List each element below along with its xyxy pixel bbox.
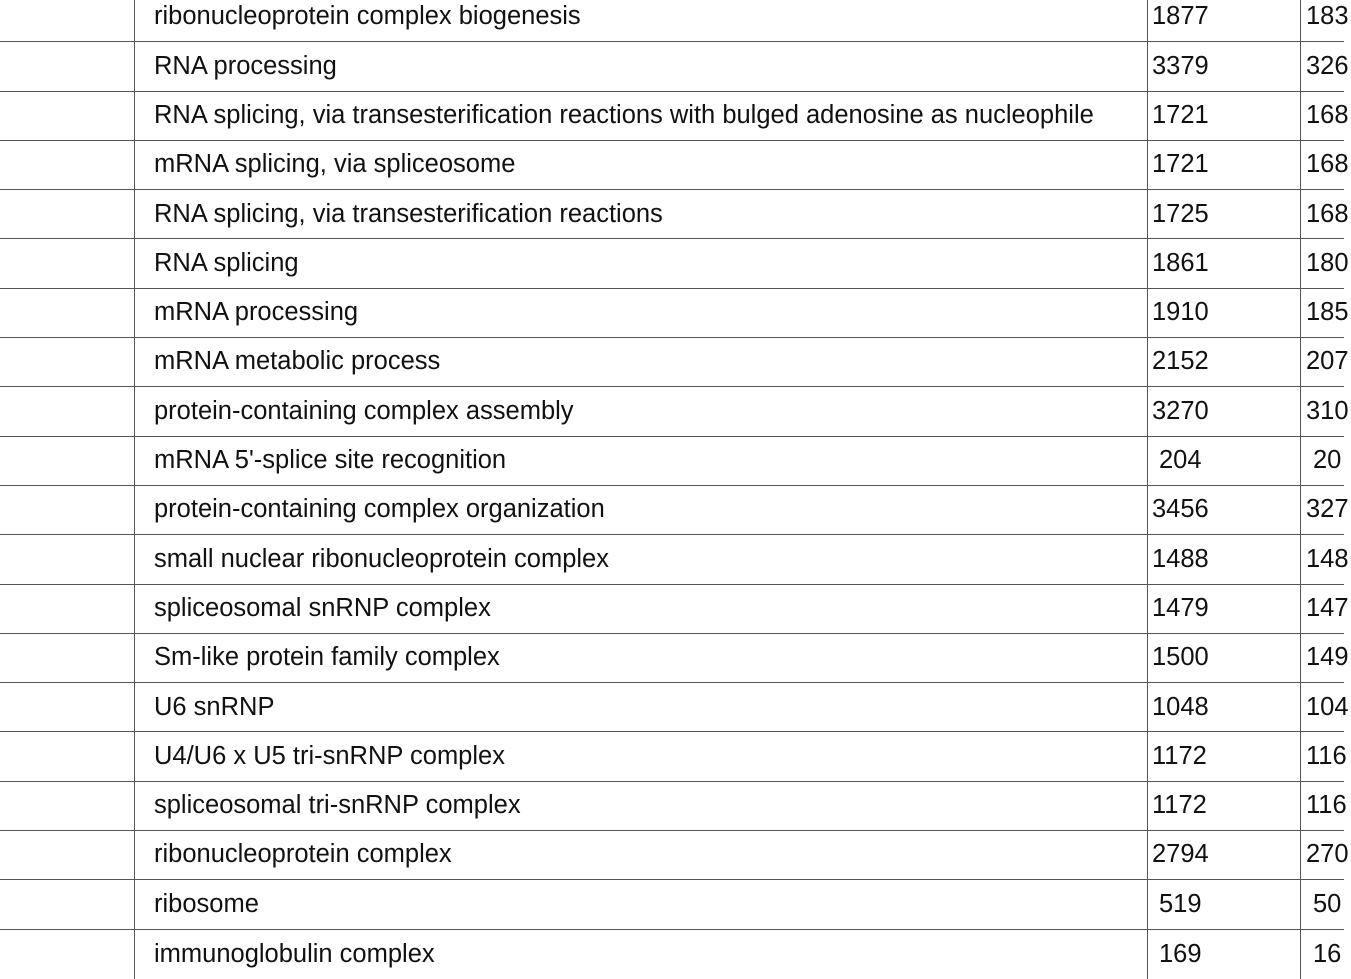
count-cell[interactable]: 1488 <box>1152 544 1209 573</box>
table-row <box>0 634 1349 683</box>
table-row <box>0 831 1349 880</box>
go-term-cell[interactable]: protein-containing complex organization <box>154 495 605 524</box>
column-divider <box>1147 42 1148 90</box>
table-row <box>0 486 1349 535</box>
column-divider <box>1147 338 1148 386</box>
count-cell-secondary[interactable]: 185 <box>1306 298 1349 327</box>
column-divider <box>134 42 135 90</box>
table-row <box>0 0 1349 42</box>
column-divider <box>1300 732 1301 780</box>
column-divider <box>1147 782 1148 830</box>
count-cell[interactable]: 1861 <box>1152 248 1209 277</box>
column-divider <box>1147 387 1148 435</box>
column-divider <box>1147 683 1148 731</box>
count-cell[interactable]: 1721 <box>1152 100 1209 129</box>
go-term-cell[interactable]: mRNA 5'-splice site recognition <box>154 446 507 475</box>
column-divider <box>1147 437 1148 485</box>
column-divider <box>1300 782 1301 830</box>
go-term-cell[interactable]: protein-containing complex assembly <box>154 396 574 425</box>
table-row <box>0 289 1349 338</box>
go-term-cell[interactable]: mRNA splicing, via spliceosome <box>154 150 516 179</box>
column-divider <box>134 683 135 731</box>
go-term-cell[interactable]: RNA splicing, via transesterification reactions with bulged adenosine as nucleophile <box>154 100 1094 129</box>
count-cell-secondary[interactable]: 148 <box>1306 544 1349 573</box>
column-divider <box>1147 486 1148 534</box>
count-cell[interactable]: 1172 <box>1152 741 1207 770</box>
count-cell[interactable]: 204 <box>1159 446 1202 475</box>
count-cell-secondary[interactable]: 168 <box>1306 150 1349 179</box>
count-cell[interactable]: 1910 <box>1152 298 1209 327</box>
table-row <box>0 782 1347 831</box>
count-cell-secondary[interactable]: 270 <box>1306 840 1349 869</box>
count-cell-secondary[interactable]: 50 <box>1313 889 1342 918</box>
column-divider <box>1300 535 1301 583</box>
go-term-cell[interactable]: RNA splicing, via transesterification reactions <box>154 199 663 228</box>
column-divider <box>1300 239 1301 287</box>
go-term-cell[interactable]: RNA processing <box>154 51 337 80</box>
go-term-cell[interactable]: U6 snRNP <box>154 692 275 721</box>
column-divider <box>1300 387 1301 435</box>
column-divider <box>1147 239 1148 287</box>
count-cell-secondary[interactable]: 104 <box>1306 692 1349 721</box>
column-divider <box>134 782 135 830</box>
go-term-cell[interactable]: ribonucleoprotein complex biogenesis <box>154 2 581 31</box>
column-divider <box>134 289 135 337</box>
count-cell-secondary[interactable]: 168 <box>1306 199 1349 228</box>
column-divider <box>134 634 135 682</box>
count-cell-secondary[interactable]: 168 <box>1306 100 1349 129</box>
table-row <box>0 683 1349 732</box>
table-row <box>0 585 1349 634</box>
go-term-cell[interactable]: Sm-like protein family complex <box>154 643 500 672</box>
column-divider <box>134 141 135 189</box>
table-row <box>0 42 1349 91</box>
count-cell[interactable]: 2152 <box>1152 347 1209 376</box>
column-divider <box>134 0 135 41</box>
column-divider <box>134 387 135 435</box>
column-divider <box>134 831 135 879</box>
count-cell[interactable]: 2794 <box>1152 840 1209 869</box>
count-cell-secondary[interactable]: 207 <box>1306 347 1349 376</box>
column-divider <box>1147 930 1148 979</box>
column-divider <box>134 338 135 386</box>
column-divider <box>1300 141 1301 189</box>
go-term-cell[interactable]: ribonucleoprotein complex <box>154 840 452 869</box>
count-cell[interactable]: 1172 <box>1152 791 1207 820</box>
column-divider <box>1147 289 1148 337</box>
count-cell[interactable]: 3379 <box>1152 51 1209 80</box>
column-divider <box>1300 338 1301 386</box>
column-divider <box>1147 141 1148 189</box>
go-term-cell[interactable]: mRNA processing <box>154 298 359 327</box>
column-divider <box>1147 880 1148 928</box>
count-cell[interactable]: 1479 <box>1152 593 1209 622</box>
go-term-cell[interactable]: spliceosomal snRNP complex <box>154 593 491 622</box>
column-divider <box>1300 831 1301 879</box>
count-cell-secondary[interactable]: 116 <box>1306 741 1347 770</box>
column-divider <box>134 190 135 238</box>
count-cell-secondary[interactable]: 149 <box>1306 643 1349 672</box>
go-term-cell[interactable]: ribosome <box>154 889 259 918</box>
table-row <box>0 239 1349 288</box>
column-divider <box>134 880 135 928</box>
column-divider <box>1300 585 1301 633</box>
column-divider <box>1300 190 1301 238</box>
table-row <box>0 92 1349 141</box>
count-cell[interactable]: 1725 <box>1152 199 1209 228</box>
column-divider <box>1147 92 1148 140</box>
column-divider <box>1300 486 1301 534</box>
table-row <box>0 437 1344 486</box>
go-term-cell[interactable]: RNA splicing <box>154 248 299 277</box>
column-divider <box>134 930 135 979</box>
count-cell[interactable]: 3456 <box>1152 495 1209 524</box>
column-divider <box>134 585 135 633</box>
column-divider <box>1300 683 1301 731</box>
go-term-cell[interactable]: immunoglobulin complex <box>154 939 435 968</box>
count-cell-secondary[interactable]: 20 <box>1313 446 1342 475</box>
column-divider <box>1147 190 1148 238</box>
count-cell-secondary[interactable]: 116 <box>1306 791 1347 820</box>
count-cell-secondary[interactable]: 16 <box>1313 939 1342 968</box>
column-divider <box>134 732 135 780</box>
column-divider <box>134 437 135 485</box>
table-row <box>0 880 1344 929</box>
column-divider <box>1300 289 1301 337</box>
count-cell[interactable]: 3270 <box>1152 396 1209 425</box>
table-row <box>0 338 1349 387</box>
column-divider <box>1147 535 1148 583</box>
column-divider <box>1300 42 1301 90</box>
count-cell-secondary[interactable]: 310 <box>1306 396 1349 425</box>
go-term-cell[interactable]: small nuclear ribonucleoprotein complex <box>154 544 609 573</box>
column-divider <box>134 486 135 534</box>
count-cell[interactable]: 169 <box>1159 939 1202 968</box>
column-divider <box>1300 634 1301 682</box>
go-term-cell[interactable]: U4/U6 x U5 tri-snRNP complex <box>154 741 505 770</box>
column-divider <box>134 239 135 287</box>
table-row <box>0 387 1349 436</box>
table-row <box>0 535 1349 584</box>
count-cell-secondary[interactable]: 326 <box>1306 51 1349 80</box>
count-cell-secondary[interactable]: 147 <box>1306 593 1349 622</box>
column-divider <box>1147 585 1148 633</box>
count-cell[interactable]: 1048 <box>1152 692 1209 721</box>
count-cell[interactable]: 1877 <box>1152 2 1209 31</box>
column-divider <box>1147 634 1148 682</box>
table-row <box>0 930 1344 979</box>
count-cell[interactable]: 1721 <box>1152 150 1209 179</box>
go-term-cell[interactable]: mRNA metabolic process <box>154 347 441 376</box>
column-divider <box>1147 831 1148 879</box>
table-row <box>0 732 1347 781</box>
count-cell-secondary[interactable]: 327 <box>1306 495 1349 524</box>
column-divider <box>134 92 135 140</box>
count-cell[interactable]: 1500 <box>1152 643 1209 672</box>
table-row <box>0 141 1349 190</box>
go-term-cell[interactable]: spliceosomal tri-snRNP complex <box>154 791 521 820</box>
column-divider <box>134 535 135 583</box>
table-row <box>0 190 1349 239</box>
column-divider <box>1147 732 1148 780</box>
column-divider <box>1300 92 1301 140</box>
column-divider <box>1300 0 1301 41</box>
count-cell[interactable]: 519 <box>1159 889 1202 918</box>
column-divider <box>1147 0 1148 41</box>
count-cell-secondary[interactable]: 180 <box>1306 248 1349 277</box>
count-cell-secondary[interactable]: 183 <box>1306 2 1349 31</box>
